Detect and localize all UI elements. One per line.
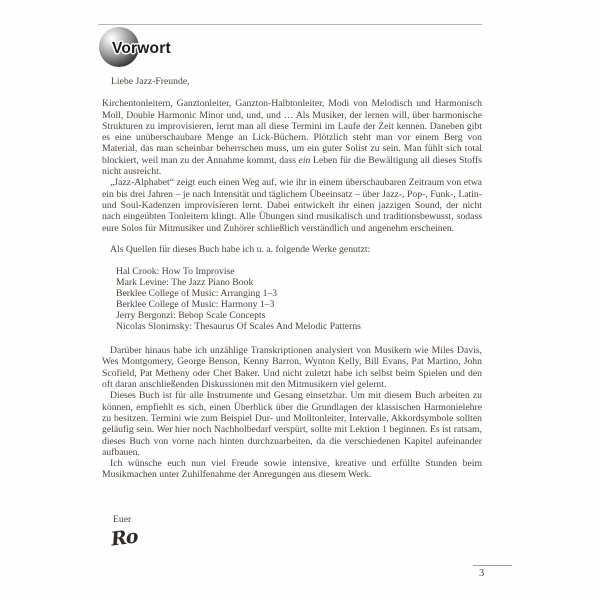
paragraph-1-emphasis: ein — [298, 154, 311, 166]
paragraph-2: „Jazz-Alphabet“ zeigt euch einen Weg auf, wie ihr in einem überschaubaren Zeitraum von etwa ein bis drei Jahren – je nach Intensität und täglichem Übeeinsatz – über Jazz-, Pop-, Funk-, Latin- und Soul-Kadenzen improvisieren lernt. Dabei entwickelt ihr einen jazzigen Sound, der nicht nach eingeübten Tonleitern klingt. Alle Übungen sind musikalisch und traditionsbewusst, sodass eure Solos für Mitmusiker und Zuhörer schließlich verständlich und angenehm erscheinen. — [102, 177, 482, 234]
paragraph-1 — [102, 98, 482, 177]
header-rule — [98, 24, 482, 25]
list-item: Hal Crook: How To Improvise — [116, 266, 235, 278]
salutation: Liebe Jazz-Freunde, — [111, 76, 190, 87]
page-number-rule — [473, 565, 512, 566]
list-item: Mark Levine: The Jazz Piano Book — [116, 277, 254, 289]
list-item: Berklee College of Music: Harmony 1–3 — [116, 299, 275, 311]
paragraph-1-text-end: Leben für die Bewältigung all dieses Stoffs nicht ausreicht. — [102, 154, 482, 178]
paragraph-1-text: Kirchentonleitern, Ganztonleiter, Ganzton-Halbtonleiter, Modi von Melodisch und Harmonisch Moll, Double Harmonic Minor und, und, und … Als Musiker, der lernen will, über harmonische Strukturen zu improvisieren, lernt man all diese Termini im Laufe der Zeit kennen. Daneben gibt es eine unüberschaubare Menge an Lick-Büchern. Plötzlich steht man vor einem Berg von Material, das man scheinbar beherrschen muss, um ein guter Solist zu sein. Man fühlt sich total blockiert, weil man zu der Annahme kommt, dass — [102, 98, 482, 166]
author-signature: Ro — [109, 525, 139, 551]
paragraph-3: Darüber hinaus habe ich unzählige Transkriptionen analysiert von Musikern wie Miles Davis, Wes Montgomery, George Benson, Kenny Barron, Wynton Kelly, Bill Evans, Pat Martino, John Scofield, Pat Metheny oder Chet Baker. Und nicht zuletzt habe ich selbst beim Spielen und den oft daran anschließenden Diskussionen mit den Mitmusikern viel gelernt. — [102, 345, 482, 391]
preface-text — [102, 76, 482, 481]
list-item: Nicolas Slonimsky: Thesaurus Of Scales And Melodic Patterns — [116, 321, 361, 333]
paragraph-4: Dieses Buch ist für alle Instrumente und Gesang einsetzbar. Um mit diesem Buch arbeiten zu können, empfiehlt es sich, einen Überblick über die Grundlagen der klassischen Harmonielehre zu besitzen. Termini wie zum Beispiel Dur- und Molltonleiter, Intervalle, Akkordsymbole sollten geläufig sein. Wer hier noch Nachholbedarf verspürt, sollte mit Lektion 1 beginnen. Es ist ratsam, dieses Buch von vorne nach hinten durchzuarbeiten, da die verschiedenen Kapitel aufeinander aufbauen. — [102, 390, 482, 458]
sources-intro: Als Quellen für dieses Buch habe ich u. a. folgende Werke genutzt: — [110, 243, 371, 255]
list-item: Jerry Bergonzi: Bebop Scale Concepts — [116, 310, 266, 322]
sources-list — [116, 266, 482, 332]
page-number: 3 — [479, 568, 485, 579]
paragraph-5: Ich wünsche euch nun viel Freude sowie intensive, kreative und erfüllte Stunden beim Musikmachen unter Zuhilfenahme der Anregungen aus diesem Werk. — [102, 458, 482, 481]
list-item: Berklee College of Music: Arranging 1–3 — [116, 288, 278, 300]
closing-word: Euer — [113, 514, 132, 525]
page-title: Vorwort — [112, 40, 171, 57]
